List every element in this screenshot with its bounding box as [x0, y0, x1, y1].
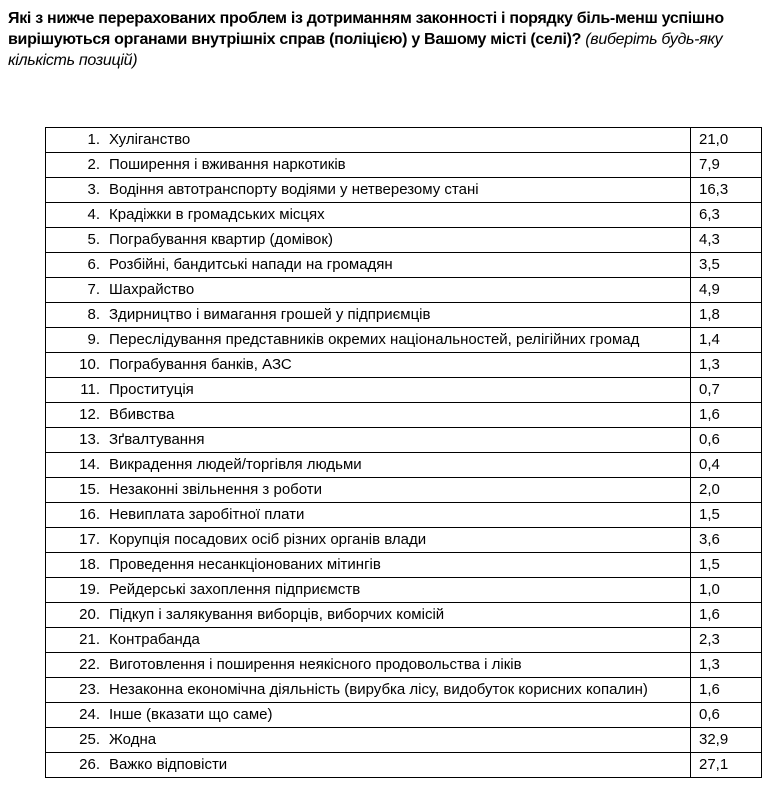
- row-number: 8.: [87, 306, 100, 323]
- percent-value-cell: 4,9: [691, 278, 762, 303]
- table-row: [46, 403, 762, 428]
- problem-label: Вбивства: [109, 406, 175, 423]
- row-number: 10.: [79, 356, 100, 373]
- row-number: 12.: [79, 406, 100, 423]
- table-row: [46, 578, 762, 603]
- problem-cell: [46, 478, 691, 503]
- table-row: [46, 603, 762, 628]
- problem-cell: [46, 253, 691, 278]
- row-number: 20.: [79, 606, 100, 623]
- percent-value-cell: 1,6: [691, 678, 762, 703]
- problem-cell: [46, 278, 691, 303]
- problem-label: Здирництво і вимагання грошей у підприємців: [109, 306, 431, 323]
- problem-label: Невиплата заробітної плати: [109, 506, 305, 523]
- problem-cell: [46, 603, 691, 628]
- row-number: 19.: [79, 581, 100, 598]
- question-title: [0, 0, 766, 71]
- table-row: [46, 528, 762, 553]
- table-row: [46, 753, 762, 778]
- question-instruction: (виберіть будь-яку кількість позицій): [8, 31, 723, 69]
- row-number: 5.: [87, 231, 100, 248]
- row-number: 22.: [79, 656, 100, 673]
- table-row: [46, 153, 762, 178]
- problem-label: Шахрайство: [109, 281, 195, 298]
- problem-cell: [46, 553, 691, 578]
- problem-cell: [46, 503, 691, 528]
- problem-cell: [46, 728, 691, 753]
- percent-value-cell: 0,6: [691, 703, 762, 728]
- percent-value-cell: 1,3: [691, 353, 762, 378]
- question-text: Які з нижче перерахованих проблем із дотриманням законності і порядку біль-менш успішно вирішуються органами внутрішніх справ (поліцією) у Вашому місті (селі)?: [8, 10, 724, 48]
- row-number: 23.: [79, 681, 100, 698]
- table-row: [46, 478, 762, 503]
- row-number: 3.: [87, 181, 100, 198]
- row-number: 26.: [79, 756, 100, 773]
- problem-label: Незаконні звільнення з роботи: [109, 481, 323, 498]
- percent-value-cell: 1,5: [691, 553, 762, 578]
- problem-label: Інше (вказати що саме): [109, 706, 273, 723]
- table-row: [46, 453, 762, 478]
- percent-value-cell: 6,3: [691, 203, 762, 228]
- problem-label: Контрабанда: [109, 631, 200, 648]
- problem-label: Поширення і вживання наркотиків: [109, 156, 346, 173]
- table-row: [46, 503, 762, 528]
- table-row: [46, 728, 762, 753]
- table-row: [46, 678, 762, 703]
- table-row: [46, 703, 762, 728]
- row-number: 24.: [79, 706, 100, 723]
- row-number: 14.: [79, 456, 100, 473]
- percent-value-cell: 1,4: [691, 328, 762, 353]
- problem-label: Переслідування представників окремих національностей, релігійних громад: [109, 331, 640, 348]
- problem-cell: [46, 678, 691, 703]
- problem-label: Рейдерські захоплення підприємств: [109, 581, 361, 598]
- table-row: [46, 653, 762, 678]
- row-number: 17.: [79, 531, 100, 548]
- row-number: 4.: [87, 206, 100, 223]
- table-row: [46, 328, 762, 353]
- problem-cell: [46, 578, 691, 603]
- problem-cell: [46, 203, 691, 228]
- percent-value-cell: 2,0: [691, 478, 762, 503]
- percent-value-cell: 0,7: [691, 378, 762, 403]
- percent-value-cell: 1,5: [691, 503, 762, 528]
- table-row: [46, 253, 762, 278]
- table-row: [46, 128, 762, 153]
- problem-cell: [46, 428, 691, 453]
- problem-label: Жодна: [109, 731, 157, 748]
- problem-label: Проведення несанкціонованих мітингів: [109, 556, 381, 573]
- problem-cell: [46, 403, 691, 428]
- percent-value-cell: 1,3: [691, 653, 762, 678]
- row-number: 18.: [79, 556, 100, 573]
- percent-value-cell: 7,9: [691, 153, 762, 178]
- problem-label: Хуліганство: [109, 131, 191, 148]
- percent-value-cell: 32,9: [691, 728, 762, 753]
- percent-value-cell: 4,3: [691, 228, 762, 253]
- problem-cell: [46, 378, 691, 403]
- problem-cell: [46, 753, 691, 778]
- row-number: 13.: [79, 431, 100, 448]
- row-number: 7.: [87, 281, 100, 298]
- row-number: 6.: [87, 256, 100, 273]
- table-row: [46, 178, 762, 203]
- problem-label: Корупція посадових осіб різних органів влади: [109, 531, 427, 548]
- percent-value-cell: 0,6: [691, 428, 762, 453]
- problem-cell: [46, 228, 691, 253]
- percent-value-cell: 2,3: [691, 628, 762, 653]
- percent-value-cell: 1,8: [691, 303, 762, 328]
- problem-cell: [46, 353, 691, 378]
- row-number: 9.: [87, 331, 100, 348]
- percent-value-cell: 21,0: [691, 128, 762, 153]
- percent-value-cell: 1,6: [691, 603, 762, 628]
- problem-cell: [46, 528, 691, 553]
- problem-cell: [46, 178, 691, 203]
- table-row: [46, 553, 762, 578]
- problem-label: Зґвалтування: [109, 431, 205, 448]
- problem-label: Крадіжки в громадських місцях: [109, 206, 325, 223]
- problem-label: Проституція: [109, 381, 194, 398]
- table-row: [46, 228, 762, 253]
- table-row: [46, 628, 762, 653]
- problem-cell: [46, 153, 691, 178]
- problem-label: Пограбування банків, АЗС: [109, 356, 292, 373]
- percent-value-cell: 1,0: [691, 578, 762, 603]
- problem-label: Розбійні, бандитські напади на громадян: [109, 256, 393, 273]
- problem-label: Підкуп і залякування виборців, виборчих комісій: [109, 606, 445, 623]
- row-number: 15.: [79, 481, 100, 498]
- percent-value-cell: 0,4: [691, 453, 762, 478]
- row-number: 11.: [80, 381, 100, 398]
- problem-label: Виготовлення і поширення неякісного продовольства і ліків: [109, 656, 522, 673]
- percent-value-cell: 16,3: [691, 178, 762, 203]
- percent-value-cell: 1,6: [691, 403, 762, 428]
- row-number: 21.: [79, 631, 100, 648]
- table-row: [46, 353, 762, 378]
- table-row: [46, 378, 762, 403]
- table-row: [46, 203, 762, 228]
- problem-cell: [46, 453, 691, 478]
- problem-cell: [46, 703, 691, 728]
- percent-value-cell: 3,5: [691, 253, 762, 278]
- percent-value-cell: 3,6: [691, 528, 762, 553]
- problem-label: Пограбування квартир (домівок): [109, 231, 333, 248]
- problem-label: Водіння автотранспорту водіями у нетверезому стані: [109, 181, 479, 198]
- problem-cell: [46, 303, 691, 328]
- table-row: [46, 303, 762, 328]
- problem-cell: [46, 628, 691, 653]
- problems-table: [45, 127, 762, 778]
- problem-label: Важко відповісти: [109, 756, 228, 773]
- row-number: 16.: [79, 506, 100, 523]
- percent-value-cell: 27,1: [691, 753, 762, 778]
- row-number: 2.: [87, 156, 100, 173]
- problem-cell: [46, 328, 691, 353]
- row-number: 25.: [79, 731, 100, 748]
- problem-cell: [46, 128, 691, 153]
- problem-cell: [46, 653, 691, 678]
- problems-table-body: [46, 128, 762, 778]
- problem-label: Викрадення людей/торгівля людьми: [109, 456, 362, 473]
- table-row: [46, 278, 762, 303]
- row-number: 1.: [87, 131, 100, 148]
- table-row: [46, 428, 762, 453]
- problem-label: Незаконна економічна діяльність (вирубка лісу, видобуток корисних копалин): [109, 681, 648, 698]
